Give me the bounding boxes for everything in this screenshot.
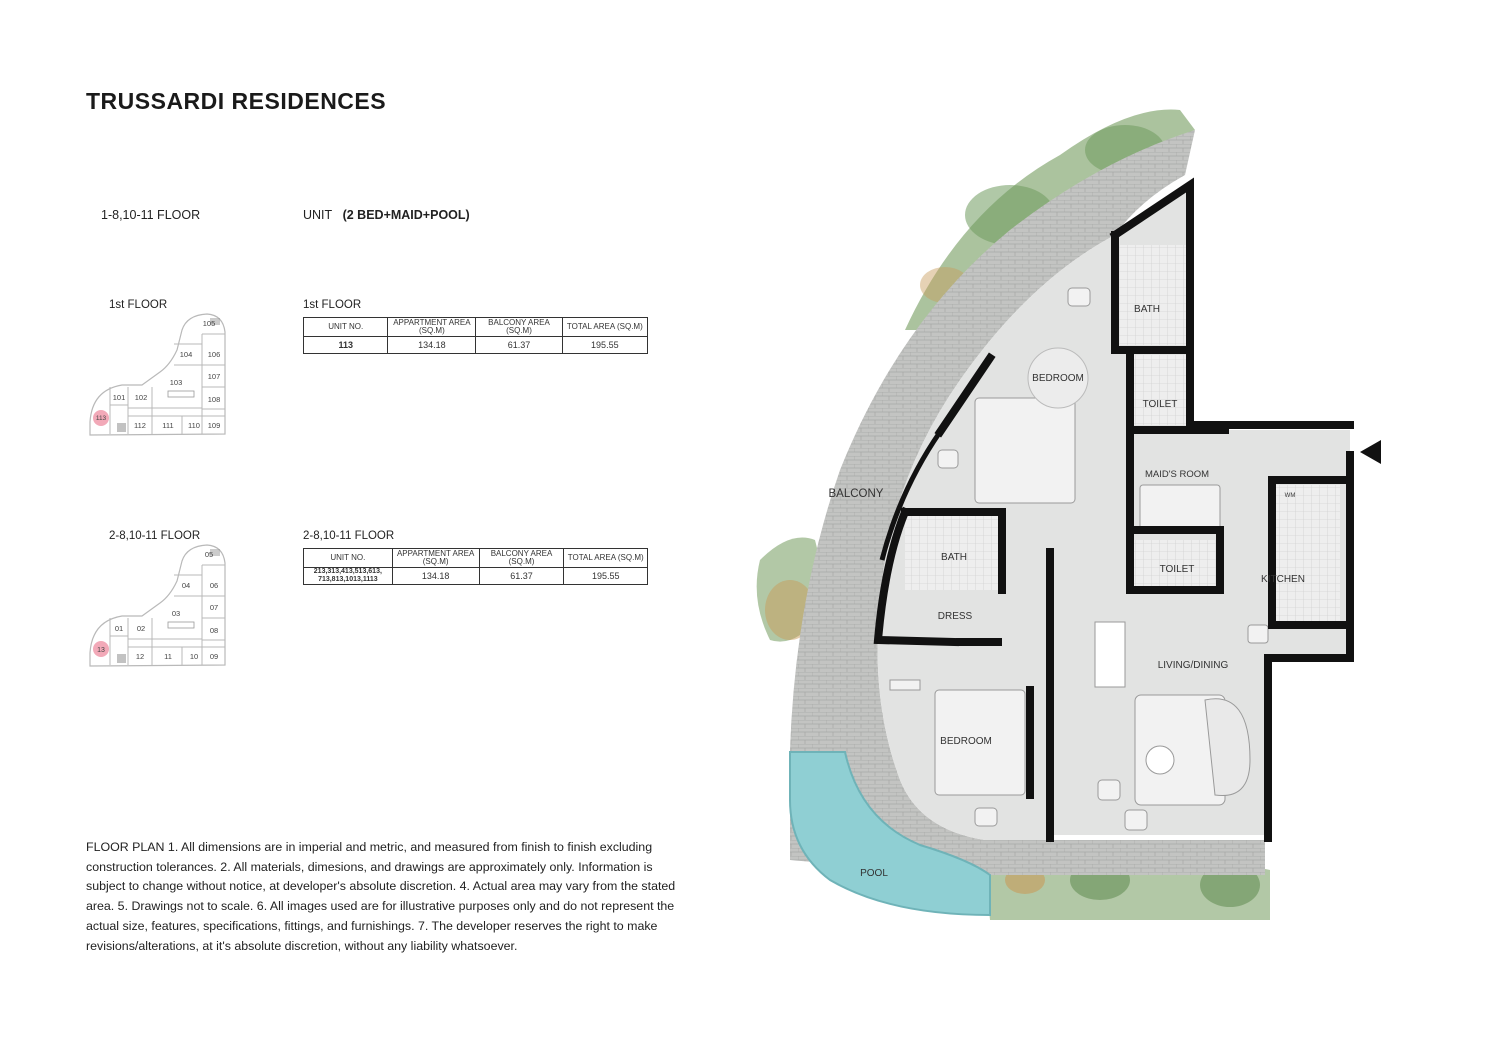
room-label-kitchen: KITCHEN [1261, 574, 1305, 585]
keyplan-2-unit-label: 04 [181, 581, 191, 590]
keyplan-1-unit-label: 111 [162, 421, 174, 430]
kitchen-tiles [1275, 485, 1340, 625]
table-2-label: 2-8,10-11 FLOOR [303, 530, 395, 542]
keyplan-2-unit-label: 11 [164, 652, 172, 661]
table-header-cell: UNIT NO. [304, 318, 388, 337]
room-label-bedroom-bottom: BEDROOM [940, 736, 992, 747]
table-cell: 61.37 [479, 568, 564, 585]
table-cell: 195.55 [564, 568, 648, 585]
keyplan-2-unit-label: 09 [209, 652, 219, 661]
keyplan-1-unit-label: 107 [207, 372, 221, 381]
keyplan-1-unit-label: 110 [188, 421, 200, 430]
keyplan-1-unit-label: 101 [112, 393, 126, 402]
keyplan-2-unit-label: 03 [171, 609, 181, 618]
room-label-toilet-top: TOILET [1142, 399, 1178, 410]
keyplan-1-unit-label: 102 [134, 393, 148, 402]
unit-prefix: UNIT [303, 208, 333, 222]
keyplan-1-unit-label: 106 [207, 350, 221, 359]
room-label-toilet-mid: TOILET [1159, 564, 1195, 575]
floors-label: 1-8,10-11 FLOOR [101, 208, 201, 222]
keyplan-1-unit-label: 112 [134, 421, 146, 430]
floor-plan-notes: FLOOR PLAN 1. All dimensions are in imperial and metric, and measured from finish to finish excluding construction tolerances. 2. All materials, dimesions, and drawings are approximately only. Information is subject to change without notice, at developer's absolute discretion. 4. Actual area may vary from the stated area. 5. Drawings not to scale. 6. All images used are for illustrative purposes only and do not represent the actual size, features, specifications, fittings, and furnishings. 7. The developer reserves the right to make revisions/alterations, at it's absolute discretion, without any liability whatsoever. [86, 840, 676, 953]
room-label-maids-room: MAID'S ROOM [1144, 469, 1210, 480]
washing-machine-label: WM [1284, 493, 1296, 499]
toilet-top-tiles [1130, 355, 1190, 425]
table-cell: 195.55 [562, 337, 647, 354]
table-header-cell: BALCONY AREA (SQ.M) [476, 318, 562, 337]
table-header-cell: BALCONY AREA (SQ.M) [479, 549, 564, 568]
table-cell: 61.37 [476, 337, 562, 354]
table-cell: 113 [304, 337, 388, 354]
keyplan-1-unit-label: 104 [179, 350, 193, 359]
room-label-dress: DRESS [937, 611, 973, 622]
keyplan-1-unit-label: 109 [207, 421, 221, 430]
keyplan-2-unit-label: 05 [204, 550, 214, 559]
table-cell: 213,313,413,513,613, 713,813,1013,1113 [304, 568, 393, 585]
table-1-label: 1st FLOOR [303, 299, 362, 311]
room-label-bath-top: BATH [1134, 304, 1160, 315]
keyplan-1-unit-label: 105 [202, 319, 216, 328]
table-header-cell: APPARTMENT AREA (SQ.M) [392, 549, 479, 568]
keyplan-2-unit-label: 07 [209, 603, 219, 612]
keyplan-2-unit-label: 13 [97, 647, 105, 654]
keyplan-1-unit-label: 113 [95, 415, 107, 422]
table-header-cell: UNIT NO. [304, 549, 393, 568]
table-cell: 134.18 [392, 568, 479, 585]
keyplan-1-unit-label: 103 [169, 378, 183, 387]
keyplan-2-unit-label: 12 [135, 652, 145, 661]
keyplan-2-unit-label: 08 [209, 626, 219, 635]
table-header-cell: TOTAL AREA (SQ.M) [562, 318, 647, 337]
keyplan-2-unit-label: 01 [114, 624, 124, 633]
unit-type: (2 BED+MAID+POOL) [342, 208, 470, 222]
table-cell: 134.18 [388, 337, 476, 354]
keyplan-1-label: 1st FLOOR [109, 299, 168, 311]
room-label-bath-mid: BATH [941, 552, 967, 563]
keyplan-1-unit-label: 108 [207, 395, 221, 404]
keyplan-2-unit-label: 02 [136, 624, 146, 633]
room-label-bedroom-top: BEDROOM [1032, 373, 1084, 384]
room-label-balcony: BALCONY [828, 488, 884, 500]
table-header-cell: TOTAL AREA (SQ.M) [564, 549, 648, 568]
room-label-pool: POOL [860, 868, 888, 879]
room-label-living-dining: LIVING/DINING [1157, 660, 1229, 671]
page-title: TRUSSARDI RESIDENCES [86, 88, 387, 114]
bath-top-tiles [1118, 245, 1186, 345]
keyplan-2-label: 2-8,10-11 FLOOR [109, 530, 201, 542]
entrance-arrow-icon [1360, 440, 1381, 464]
keyplan-2-unit-label: 10 [189, 652, 199, 661]
keyplan-2-unit-label: 06 [209, 581, 219, 590]
table-header-cell: APPARTMENT AREA (SQ.M) [388, 318, 476, 337]
